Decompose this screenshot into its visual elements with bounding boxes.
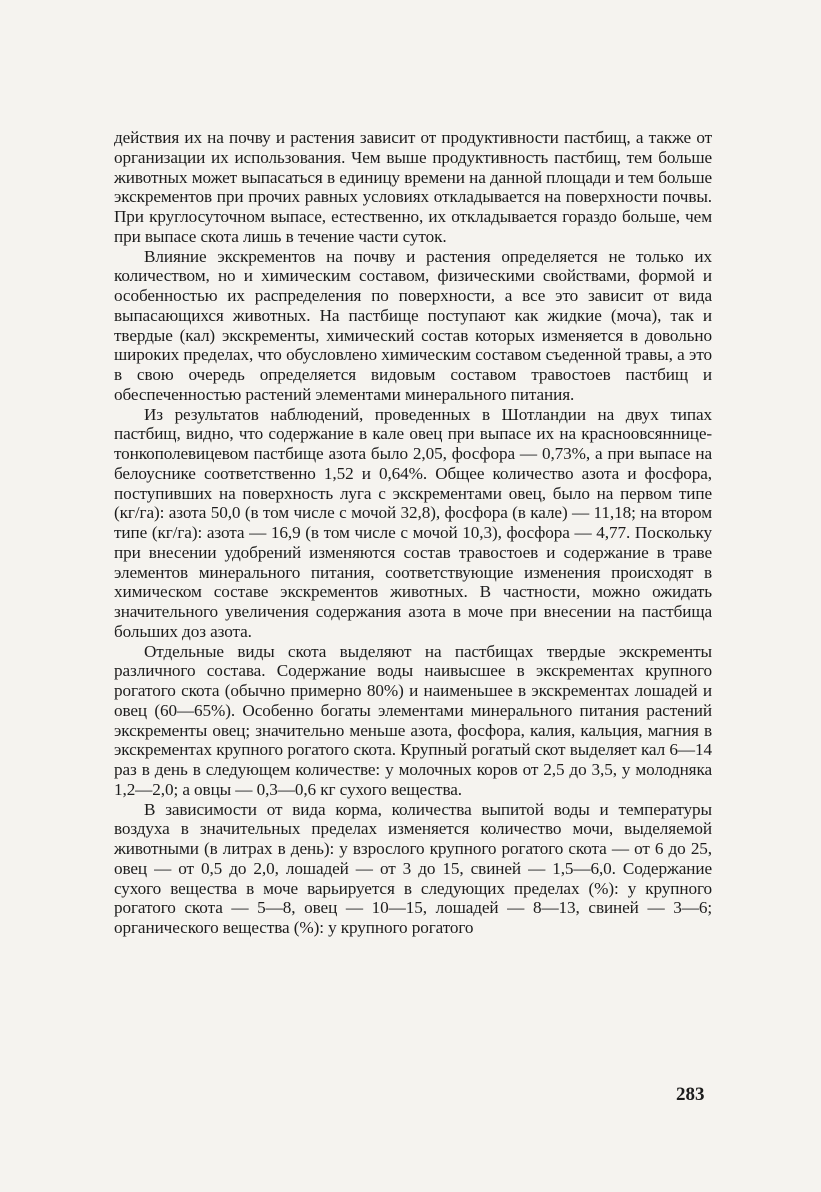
paragraph-3: Из результатов наблюдений, проведенных в Шотландии на двух типах пастбищ, видно, что содержание в кале овец при выпасе их на красноовсяннице-тонкополевицевом пастбище азота было 2,05, фосфора — 0,73%, а при выпасе на белоуснике соответственно 1,52 и 0,64%. Общее количество азота и фосфора, поступивших на поверхность луга с экскрементами овец, было на первом типе (кг/га): азота 50,0 (в том числе с мочой 32,8), фосфора (в кале) — 11,18; на втором типе (кг/га): азота — 16,9 (в том числе с мочой 10,3), фосфора — 4,77. Поскольку при внесении удобрений изменяются состав травостоев и содержание в траве элементов минерального питания, соответствующие изменения происходят в химическом составе экскрементов животных. В частности, можно ожидать значительного увеличения содержания азота в моче при внесении на пастбища больших доз азота.: [114, 404, 712, 641]
paragraph-4: Отдельные виды скота выделяют на пастбищах твердые экскременты различного состава. Содержание воды наивысшее в экскрементах крупного рогатого скота (обычно примерно 80%) и наименьшее в экскрементах лошадей и овец (60—65%). Особенно богаты элементами минерального питания растений экскременты овец; значительно меньше азота, фосфора, калия, кальция, магния в экскрементах крупного рогатого скота. Крупный рогатый скот выделяет кал 6—14 раз в день в следующем количестве: у молочных коров от 2,5 до 3,5, у молодняка 1,2—2,0; а овцы — 0,3—0,6 кг сухого вещества.: [114, 641, 712, 799]
paragraph-1: действия их на почву и растения зависит от продуктивности пастбищ, а также от организации их использования. Чем выше продуктивность пастбищ, тем больше животных может выпасаться в единицу времени на данной площади и тем больше экскрементов при прочих равных условиях откладывается на поверхности почвы. При круглосуточном выпасе, естественно, их откладывается гораздо больше, чем при выпасе скота лишь в течение части суток.: [114, 128, 712, 246]
paragraph-2: Влияние экскрементов на почву и растения определяется не только их количеством, но и химическим составом, физическими свойствами, формой и особенностью их распределения по поверхности, а все это зависит от вида выпасающихся животных. На пастбище поступают как жидкие (моча), так и твердые (кал) экскременты, химический состав которых изменяется в довольно широких пределах, что обусловлено химическим составом съеденной травы, а это в свою очередь определяется видовым составом травостоев пастбищ и обеспеченностью растений элементами минерального питания.: [114, 246, 712, 404]
page-number: 283: [676, 1084, 705, 1105]
paragraph-5: В зависимости от вида корма, количества выпитой воды и температуры воздуха в значительных пределах изменяется количество мочи, выделяемой животными (в литрах в день): у взрослого крупного рогатого скота — от 6 до 25, овец — от 0,5 до 2,0, лошадей — от 3 до 15, свиней — 1,5—6,0. Содержание сухого вещества в моче варьируется в следующих пределах (%): у крупного рогатого скота — 5—8, овец — 10—15, лошадей — 8—13, свиней — 3—6; органического вещества (%): у крупного рогатого: [114, 799, 712, 937]
body-text: [114, 128, 712, 938]
